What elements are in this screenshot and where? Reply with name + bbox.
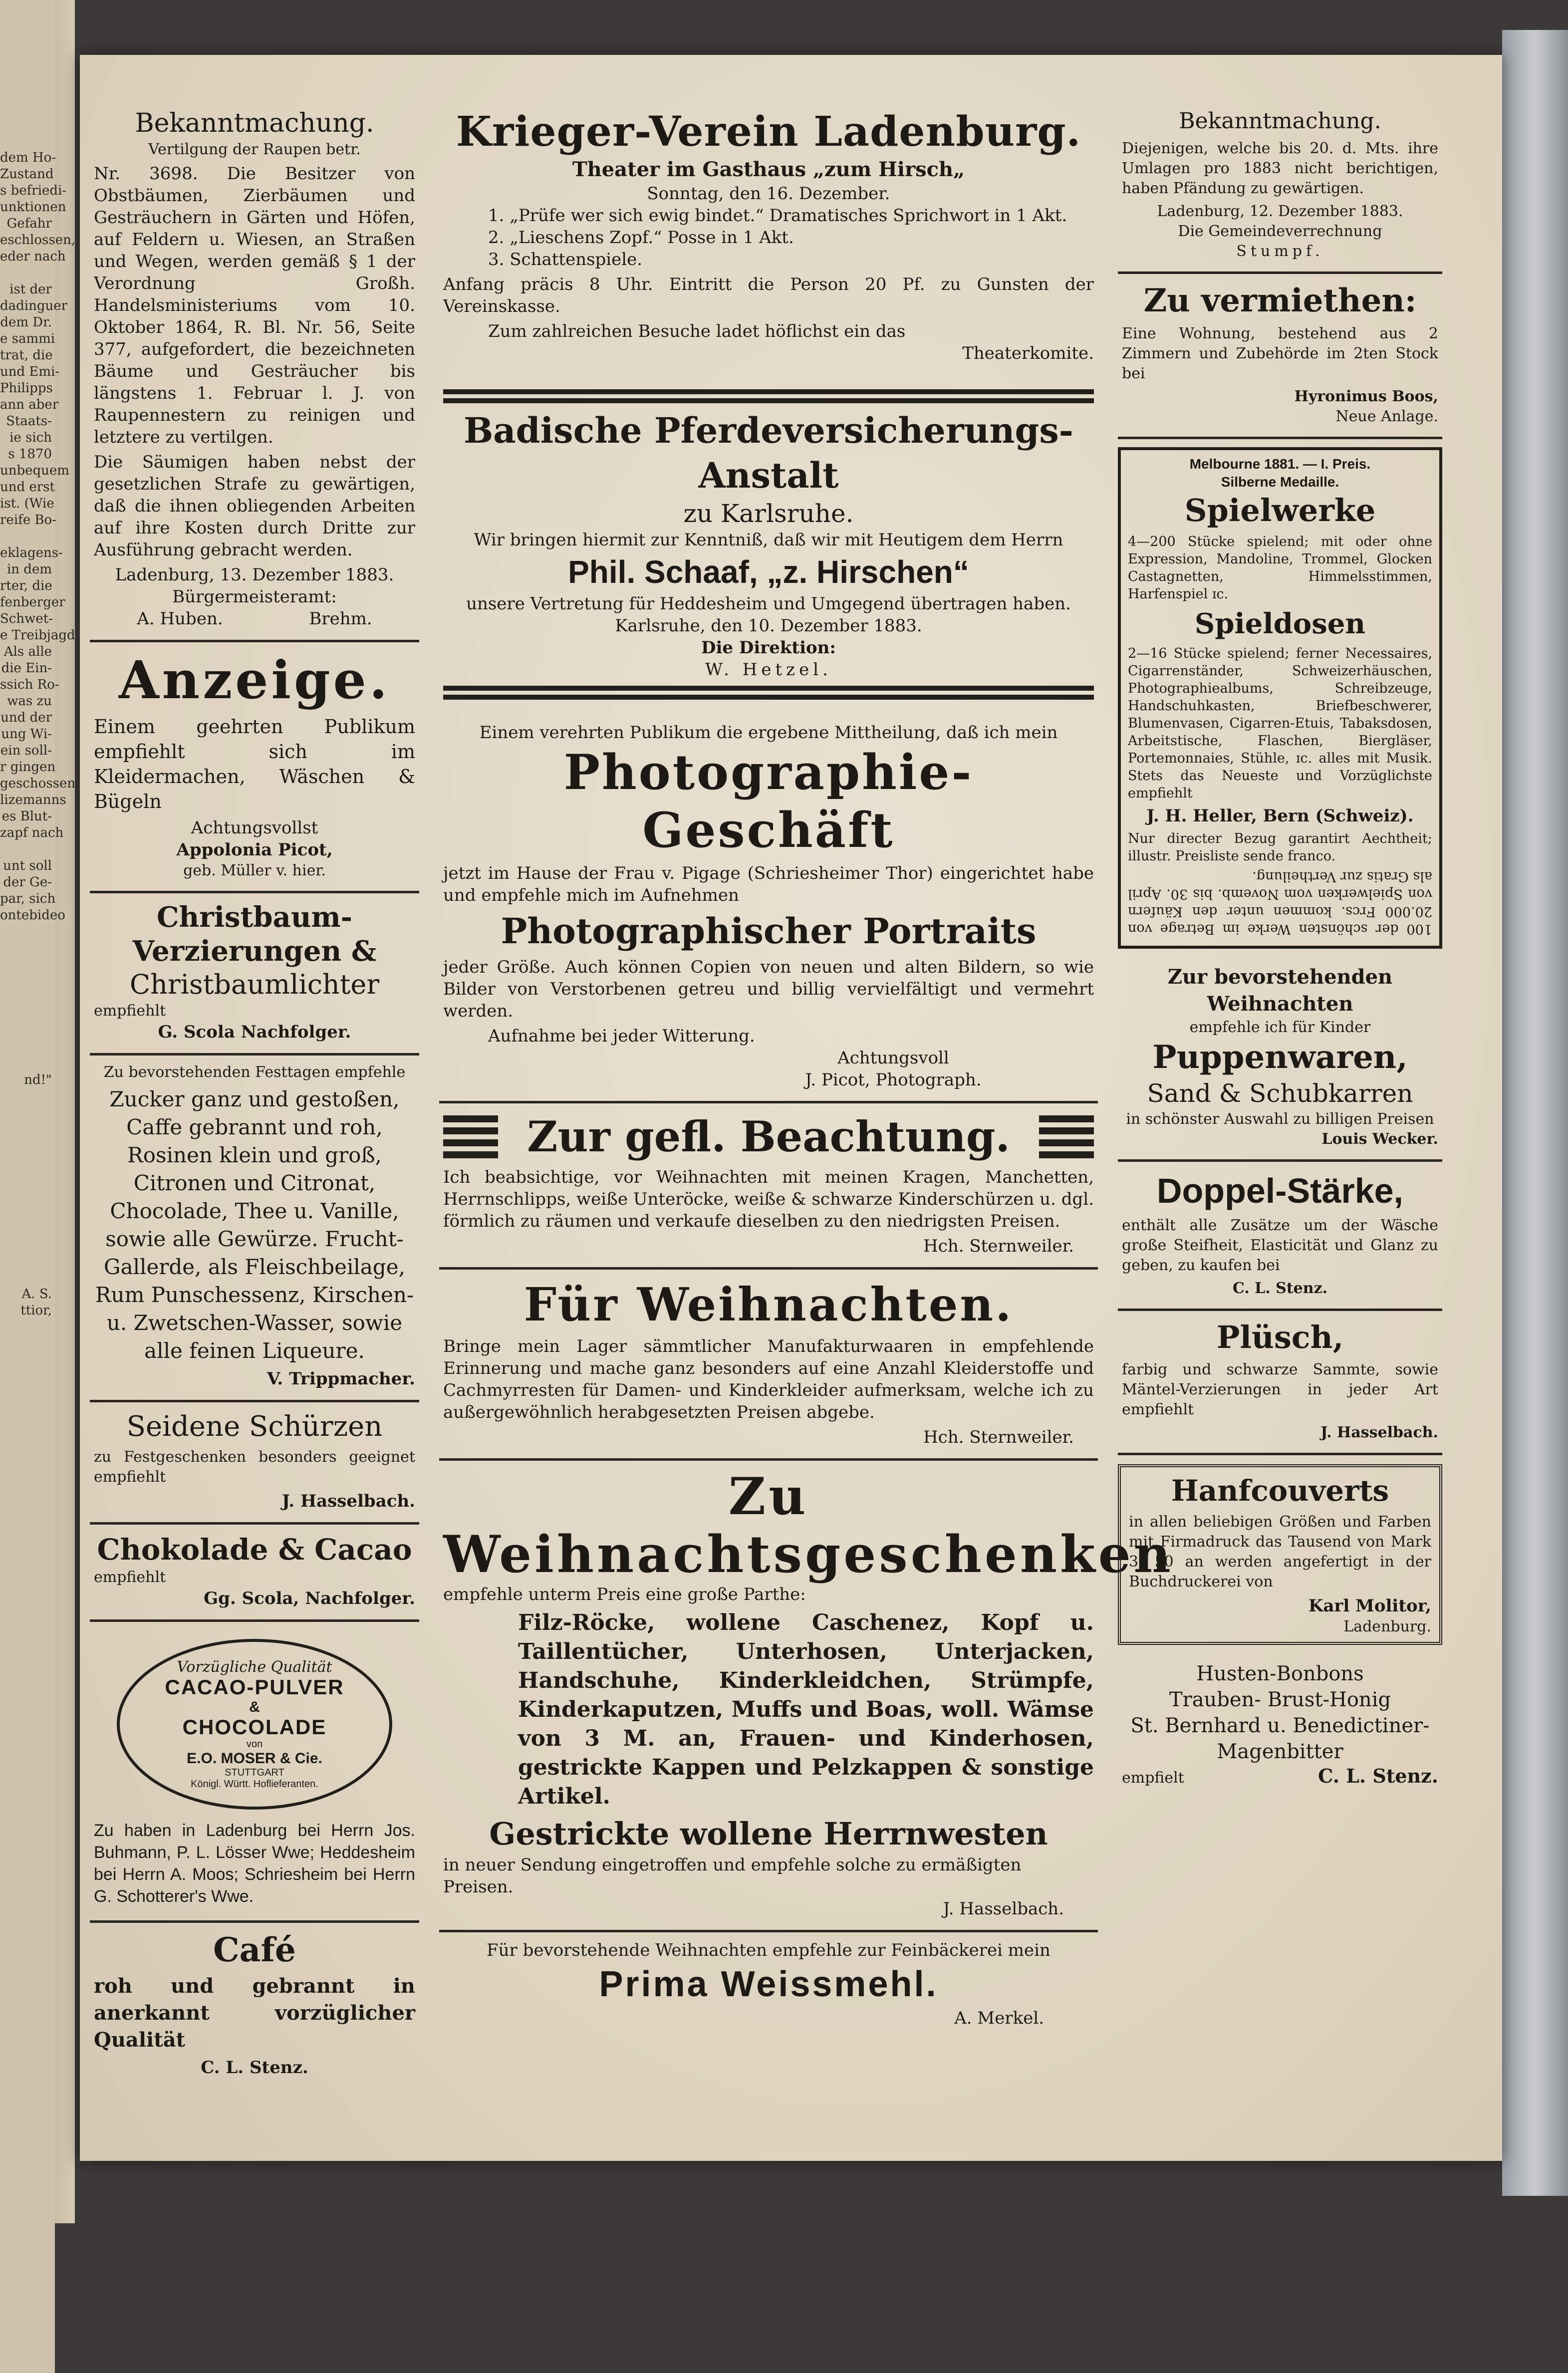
ad-body: Filz-Röcke, wollene Caschenez, Kopf u. Taillentücher, Unterhosen, Unterjacken, Handschuhe, Kinderkleidchen, Strümpfe, Kinderkaputzen, Muffs und Boas, woll. Wämse von 3 M. an, Frauen- und Kinderhosen, gestrickte Kappen und Pelzkappen & sonstige Artikel.: [518, 1610, 1094, 1809]
facing-page-line: [0, 1187, 55, 1204]
ad-title: Badische Pferdeversicherungs-Anstalt: [464, 410, 1073, 496]
ad-body-2: 2—16 Stücke spielend; ferner Necessaires, Cigarrenständer, Schweizerhäuschen, Photographiealbums, Schreibzeuge, Handschuhkasten, Briefbeschwerer, Blumenvasen, Cigarren-Etuis, Tabaksdosen, Arbeitstische, Flaschen, Biergläser, Portemonnaies, Stühle, ɪc. alles mit Musik. Stets das Neueste und Vorzüglichste empfiehlt: [1128, 646, 1432, 801]
ad-body: 4—200 Stücke spielend; mit oder ohne Expression, Mandoline, Trommel, Glocken Castagnetten, Himmelsstimmen, Harfenspiel ɪc.: [1128, 534, 1432, 602]
column-left: [90, 100, 419, 2089]
facing-page-line: Gefahr: [6, 216, 52, 231]
ad-signature: V. Trippmacher.: [266, 1369, 415, 1389]
facing-page-line: trat, die: [0, 348, 53, 363]
facing-page-line: ist. (Wie: [0, 496, 54, 511]
ad-body: Einem geehrten Publikum empfiehlt sich im Kleidermachen, Wäschen & Bügeln: [94, 716, 415, 812]
facing-page-line: [0, 924, 55, 940]
notice-subtitle: Vertilgung der Raupen betr.: [148, 141, 361, 158]
ad-address: Neue Anlage.: [1335, 408, 1438, 425]
facing-page-line: rter, die: [0, 578, 52, 593]
ad-title: Hanfcouverts: [1171, 1474, 1389, 1508]
rule-top: [443, 389, 1094, 403]
ad-intro-3: empfehle ich für Kinder: [1189, 1019, 1371, 1036]
ad-pluesch: [1118, 1311, 1442, 1455]
ad-body: Eine Wohnung, bestehend aus 2 Zimmern und Zubehörde im 2ten Stock bei: [1122, 325, 1438, 382]
ad-fuer-weihnachten: [439, 1270, 1098, 1461]
logo-von: von: [246, 1739, 263, 1750]
facing-page-line: [0, 1023, 55, 1039]
ad-body: jetzt im Hause der Frau v. Pigage (Schriesheimer Thor) eingerichtet habe und empfehle mich im Aufnehmen: [443, 863, 1094, 905]
facing-page-line: geschossen: [0, 776, 76, 791]
facing-page-line: [0, 973, 55, 990]
logo-line-1: CACAO-PULVER: [165, 1675, 344, 1699]
notice-title: Bekanntmachung.: [1179, 108, 1381, 134]
facing-page-line: unktionen: [0, 200, 66, 215]
facing-page-line: r gingen: [0, 760, 56, 775]
ad-title-2: Photographischer Portraits: [501, 910, 1037, 952]
ad-signature: J. Hasselbach.: [281, 1491, 415, 1511]
program-item-2: 2. „Lieschens Zopf.“ Posse in 1 Akt.: [488, 228, 794, 248]
decor-bars-right: [1039, 1110, 1094, 1163]
facing-page-line: ssich Ro-: [0, 677, 59, 692]
facing-page-line: und der: [0, 710, 52, 725]
ad-intro-1: Zur bevorstehenden: [1167, 965, 1393, 989]
facing-page-line: eder nach: [0, 249, 66, 264]
ad-invite: Zum zahlreichen Besuche ladet höflichst ein das: [488, 321, 906, 341]
ad-weissmehl: [439, 1932, 1098, 2039]
ad-christbaum: [90, 893, 419, 1055]
award-2: Silberne Medaille.: [1221, 474, 1339, 490]
facing-page-line: [0, 1039, 55, 1055]
ad-title: Für Weihnachten.: [523, 1278, 1014, 1331]
facing-page-line: Schwet-: [0, 611, 53, 626]
facing-page-line: unt soll: [3, 858, 52, 873]
ad-inverted-text: 100 der schönsten Werke im Betrage von 20.000 Frcs. kommen unter den Käufern von Spielwerken vom Novemb. bis 30. April als Gratis zur Vertheilung.: [1128, 869, 1432, 937]
ad-line-2: Trauben- Brust-Honig: [1169, 1688, 1391, 1711]
facing-page-fragment: [0, 0, 76, 2373]
notice-signature: Stumpf.: [1236, 243, 1324, 260]
ad-title: Prima Weissmehl.: [599, 1964, 938, 2004]
ad-closing: Achtungsvoll: [837, 1048, 949, 1068]
facing-page-line: par, sich: [0, 891, 56, 906]
facing-page-line: [0, 1121, 55, 1138]
facing-page-line: Als alle: [3, 644, 52, 659]
ad-title: Puppenwaren,: [1152, 1039, 1408, 1076]
ad-signature: A. Merkel.: [954, 2008, 1044, 2028]
facing-page-line: was zu: [7, 694, 52, 709]
facing-page-line: ist der: [9, 282, 52, 297]
facing-page-line: [0, 990, 55, 1006]
notice-taxes: [1118, 100, 1442, 274]
logo-amp: &: [249, 1699, 260, 1715]
ad-name: Hyronimus Boos,: [1294, 388, 1438, 405]
facing-page-line: ie sich: [9, 430, 52, 445]
facing-page-line: [0, 1204, 55, 1220]
ad-photographie: [439, 715, 1098, 1103]
ad-doppel-staerke: [1118, 1162, 1442, 1311]
facing-page-line: ann aber: [0, 397, 59, 412]
ad-intro: Für bevorstehende Weihnachten empfehle zur Feinbäckerei mein: [487, 1940, 1050, 1960]
ad-nee: geb. Müller v. hier.: [183, 862, 326, 879]
ad-bonbons: [1118, 1654, 1442, 1798]
ad-title-3: Christbaumlichter: [129, 969, 380, 1000]
ad-body: in allen beliebigen Größen und Farben mit Firmadruck das Tausend von Mark 3. 50 an werden angefertigt in der Buchdruckerei von: [1129, 1513, 1431, 1590]
ad-title-2: Gestrickte wollene Herrnwesten: [489, 1816, 1048, 1852]
ad-title: Spielwerke: [1184, 492, 1376, 528]
ad-body-2: unsere Vertretung für Heddesheim und Umgegend übertragen haben.: [466, 594, 1071, 614]
notice-caterpillars: [90, 100, 419, 642]
facing-page-line: fenberger: [0, 595, 65, 610]
notice-title: Bekanntmachung.: [135, 108, 374, 138]
facing-page-line: und Emi-: [0, 364, 60, 379]
signature-2: Brehm.: [309, 609, 372, 629]
ad-subtitle: Theater im Gasthaus „zum Hirsch„: [572, 158, 965, 181]
ad-vermiethen: [1118, 274, 1442, 439]
facing-page-line: Philipps: [0, 381, 53, 396]
ad-title-2: Verzierungen &: [132, 935, 377, 968]
facing-page-line: lizemanns: [0, 792, 66, 807]
ad-name: Phil. Schaaf, „z. Hirschen“: [568, 554, 969, 590]
facing-page-line: reife Bo-: [0, 513, 56, 527]
facing-page-line: Staats-: [6, 414, 52, 429]
column-right: [1118, 100, 1442, 1798]
ad-body-2: jeder Größe. Auch können Copien von neuen und alten Bildern, so wie Bilder von Verstorbenen getreu und billig vervielfältigt und vermehrt werden.: [443, 957, 1094, 1021]
ad-title: Zur gefl. Beachtung.: [527, 1112, 1010, 1161]
facing-page-line: [0, 1055, 55, 1072]
ad-title: Chokolade & Cacao: [97, 1533, 412, 1567]
facing-page-line: [0, 1253, 55, 1270]
facing-page-line: [0, 1270, 55, 1286]
moser-logo-oval: [117, 1639, 392, 1810]
ad-title: Doppel-Stärke,: [1157, 1171, 1403, 1210]
ad-body-2: in neuer Sendung eingetroffen und empfehle solche zu ermäßigten Preisen.: [443, 1855, 1022, 1897]
ad-intro: Zu bevorstehenden Festtagen empfehle: [103, 1063, 406, 1081]
facing-page-line: und erst: [0, 480, 55, 495]
logo-line-2: CHOCOLADE: [182, 1715, 327, 1739]
ad-body: roh und gebrannt in anerkannt vorzüglicher Qualität: [94, 1974, 415, 2052]
facing-page-line: [0, 957, 55, 973]
ad-signature: Gg. Scola, Nachfolger.: [204, 1588, 415, 1608]
facing-page-line: [0, 1138, 55, 1154]
ad-name: Karl Molitor,: [1308, 1596, 1431, 1616]
facing-page-line: s 1870: [8, 447, 52, 462]
facing-page-line: [0, 265, 55, 281]
ad-title: Plüsch,: [1216, 1319, 1344, 1355]
ad-title: Anzeige.: [118, 649, 391, 711]
ad-title: Krieger-Verein Ladenburg.: [456, 108, 1081, 156]
ad-body: in schönster Auswahl zu billigen Preisen: [1126, 1110, 1434, 1128]
facing-page-line: unbequem: [0, 463, 69, 478]
award-1: Melbourne 1881. — I. Preis.: [1189, 456, 1371, 472]
ad-spielwerke: [1118, 447, 1442, 949]
facing-page-line: [0, 940, 55, 957]
rule-bottom: [443, 686, 1094, 700]
ad-intro: Einem verehrten Publikum die ergebene Mittheilung, daß ich mein: [479, 723, 1058, 743]
ad-body: Bringe mein Lager sämmtlicher Manufakturwaaren in empfehlende Erinnerung und mache ganz besonders auf eine Anzahl Kleiderstoffe und Cachmyrresten für Damen- und Kinderkleider aufmerksam, welche ich zu außergewöhnlich herabgesetzten Preisen abgebe.: [443, 1336, 1094, 1422]
ad-signature: Hch. Sternweiler.: [923, 1236, 1074, 1256]
ad-line-4: Magenbitter: [1217, 1740, 1343, 1763]
ad-intro-2: Weihnachten: [1207, 992, 1353, 1016]
ad-title: Zu vermiethen:: [1143, 282, 1417, 319]
ad-empfiehlt: empfiehlt: [94, 1569, 166, 1586]
ad-festtage: [90, 1055, 419, 1402]
decor-bars-left: [443, 1110, 498, 1163]
facing-page-line: [0, 528, 55, 545]
ad-empfiehlt: empfiehlt: [94, 1002, 166, 1020]
facing-page-line: dadinguer: [0, 298, 68, 313]
ad-signature: C. L. Stenz.: [201, 2058, 308, 2078]
facing-page-line: e sammi: [0, 331, 55, 346]
facing-page-line: s befriedi-: [0, 183, 67, 198]
logo-line-3: E.O. MOSER & Cie.: [187, 1750, 322, 1767]
ad-krieger-verein: [439, 100, 1098, 377]
ad-title-2: Spieldosen: [1194, 607, 1366, 640]
facing-page-line: eschlossen,: [0, 233, 76, 248]
ad-signature: Theaterkomite.: [962, 343, 1094, 363]
notice-signatures: [94, 608, 415, 630]
notice-office: Bürgermeisteramt:: [172, 587, 337, 607]
ad-body: Wir bringen hiermit zur Kenntniß, daß wir mit Heutigem dem Herrn: [474, 530, 1063, 550]
book-cover-edge: [1502, 30, 1568, 2196]
notice-date: Ladenburg, 13. Dezember 1883.: [115, 565, 394, 585]
facing-page-line: eklagens-: [0, 545, 63, 560]
ad-signature: Hch. Sternweiler.: [923, 1427, 1074, 1447]
ad-signature: W. Hetzel.: [705, 660, 832, 680]
facing-page-line: ontebideo: [0, 908, 65, 923]
ad-body: Ich beabsichtige, vor Weihnachten mit meinen Kragen, Manchetten, Herrnschlipps, weiße Unteröcke, weiße & schwarze Kinderschürzen u. dgl. förmlich zu räumen und verkaufe dieselben zu den niedrigsten Preisen.: [443, 1167, 1094, 1231]
ad-schuerzen: [90, 1402, 419, 1525]
facing-page-line: zapf nach: [0, 825, 64, 840]
program-item-3: 3. Schattenspiele.: [488, 250, 643, 269]
ad-subtitle: zu Karlsruhe.: [683, 499, 854, 528]
notice-body: Diejenigen, welche bis 20. d. Mts. ihre Umlagen pro 1883 nicht berichtigen, haben Pfändung zu gewärtigen.: [1122, 140, 1438, 197]
facing-page-line: ung Wi-: [1, 727, 52, 742]
ad-signature: Louis Wecker.: [1321, 1130, 1438, 1148]
facing-page-line: die Ein-: [1, 661, 52, 676]
ad-start: Anfang präcis 8 Uhr. Eintritt die Person 20 Pf. zu Gunsten der Vereinskasse.: [443, 274, 1094, 316]
notice-office: Die Gemeindeverrechnung: [1178, 223, 1382, 240]
ad-maker: J. H. Heller, Bern (Schweiz).: [1146, 806, 1414, 826]
ad-hanfcouverts: [1118, 1464, 1442, 1645]
ad-date: Karlsruhe, den 10. Dezember 1883.: [615, 616, 922, 636]
facing-page-line: Zustand: [0, 167, 54, 182]
facing-page-line: [0, 1220, 55, 1237]
ad-beachtung: [439, 1103, 1098, 1270]
ad-title-1: Christbaum-: [156, 901, 353, 934]
facing-page-line: ein soll-: [0, 743, 52, 758]
program-item-1: 1. „Prüfe wer sich ewig bindet.“ Dramatisches Sprichwort in 1 Akt.: [488, 206, 1067, 226]
ad-title-2: Sand & Schubkarren: [1147, 1079, 1413, 1108]
logo-purveyor: Königl. Württ. Hoflieferanten.: [191, 1779, 318, 1790]
ad-cafe: [90, 1923, 419, 2089]
ad-title: Zu Weihnachtsgeschenken: [443, 1467, 1174, 1584]
ad-title-row: [443, 1110, 1094, 1163]
ad-moser: [90, 1622, 419, 1923]
facing-page-line: es Blut-: [1, 809, 52, 824]
ad-signature: G. Scola Nachfolger.: [158, 1022, 351, 1042]
ad-badische: [439, 377, 1098, 715]
ad-signature: J. Picot, Photograph.: [805, 1070, 982, 1090]
ad-empfiehlt: empfielt: [1122, 1769, 1184, 1787]
facing-page-line: [0, 1171, 55, 1187]
ad-intro: empfehle unterm Preis eine große Parthe:: [443, 1584, 806, 1604]
facing-page-line: A. S.: [21, 1287, 52, 1302]
ad-body: enthält alle Zusätze um der Wäsche große Steifheit, Elasticität und Glanz zu geben, zu kaufen bei: [1122, 1217, 1438, 1274]
ad-title: Photographie-Geschäft: [563, 744, 974, 858]
ad-date: Sonntag, den 16. Dezember.: [647, 184, 890, 204]
facing-page-line: nd!": [24, 1072, 52, 1087]
ad-note: Nur directer Bezug garantirt Aechtheit; illustr. Preisliste sende franco.: [1128, 831, 1432, 864]
facing-page-line: e Treibjagd: [0, 628, 75, 643]
facing-page-line: [0, 1088, 55, 1105]
ad-body: farbig und schwarze Sammte, sowie Mäntel-Verzierungen in jeder Art empfiehlt: [1122, 1361, 1438, 1418]
ad-line-3: St. Bernhard u. Benedictiner-: [1130, 1714, 1430, 1737]
ad-direction: Die Direktion:: [701, 638, 836, 658]
facing-page-line: [0, 1105, 55, 1121]
ad-signature: C. L. Stenz.: [1318, 1765, 1438, 1787]
facing-page-line: ttior,: [20, 1303, 52, 1318]
notice-body: Nr. 3698. Die Besitzer von Obstbäumen, Zierbäumen und Gesträuchern in Gärten und Höfen, auf Feldern u. Wiesen, an Straßen und Wegen, werden gemäß § 1 der Verordnung Großh. Handelsministeriums vom 10. Oktober 1864, R. Bl. Nr. 56, Seite 377, aufgefordert, die bezeichneten Bäume und Gesträucher bis längstens 1. Februar l. J. von Raupennestern zu reinigen und letztere zu vertilgen.: [94, 164, 415, 447]
ad-body-3: Aufnahme bei jeder Witterung.: [488, 1026, 755, 1046]
facing-page-line: [0, 1006, 55, 1023]
ad-line-1: Husten-Bonbons: [1196, 1662, 1364, 1685]
facing-page-line: [0, 1237, 55, 1253]
ad-footer: [1122, 1765, 1438, 1788]
notice-date: Ladenburg, 12. Dezember 1883.: [1157, 203, 1403, 220]
logo-city: STUTTGART: [225, 1767, 284, 1778]
facing-page-line: [0, 1154, 55, 1171]
facing-page-line: [0, 841, 55, 858]
facing-page-line: in dem: [6, 562, 52, 577]
ad-closing: Achtungsvollst: [191, 818, 318, 838]
ad-signature: J. Hasselbach.: [1320, 1424, 1438, 1441]
ad-name: Appolonia Picot,: [176, 840, 333, 860]
ad-signature: C. L. Stenz.: [1232, 1280, 1328, 1297]
facing-page-line: dem Dr.: [0, 315, 52, 330]
ad-body: Zu haben in Ladenburg bei Herrn Jos. Buhmann, P. L. Lösser Wwe; Heddesheim bei Herrn A. Moos; Schriesheim bei Herrn G. Schotterer's Wwe.: [94, 1821, 415, 1906]
ad-title: Café: [213, 1930, 296, 1969]
ad-anzeige: [90, 642, 419, 893]
logo-quality: Vorzügliche Qualität: [177, 1658, 332, 1676]
ad-chokolade: [90, 1525, 419, 1622]
facing-page-line: dem Ho-: [0, 150, 56, 165]
ad-title: Seidene Schürzen: [126, 1410, 383, 1443]
ad-body: Zucker ganz und gestoßen, Caffe gebrannt und roh, Rosinen klein und groß, Citronen und Citronat, Chocolade, Thee u. Vanille, sowie alle Gewürze. Frucht-Gallerde, als Fleischbeilage, Rum Punschessenz, Kirschen- u. Zwetschen-Wasser, sowie alle feinen Liqueure.: [95, 1087, 414, 1363]
facing-page-line: der Ge-: [3, 875, 52, 890]
notice-body-2: Die Säumigen haben nebst der gesetzlichen Strafe zu gewärtigen, daß die ihnen obliegenden Arbeiten auf ihre Kosten durch Dritte zur Ausführung gebracht werden.: [94, 452, 415, 560]
ad-puppenwaren: [1118, 957, 1442, 1162]
ad-body: zu Festgeschenken besonders geeignet empfiehlt: [94, 1448, 415, 1486]
ad-city: Ladenburg.: [1343, 1618, 1431, 1635]
signature-1: A. Huben.: [137, 609, 223, 629]
ad-signature: J. Hasselbach.: [943, 1899, 1064, 1919]
